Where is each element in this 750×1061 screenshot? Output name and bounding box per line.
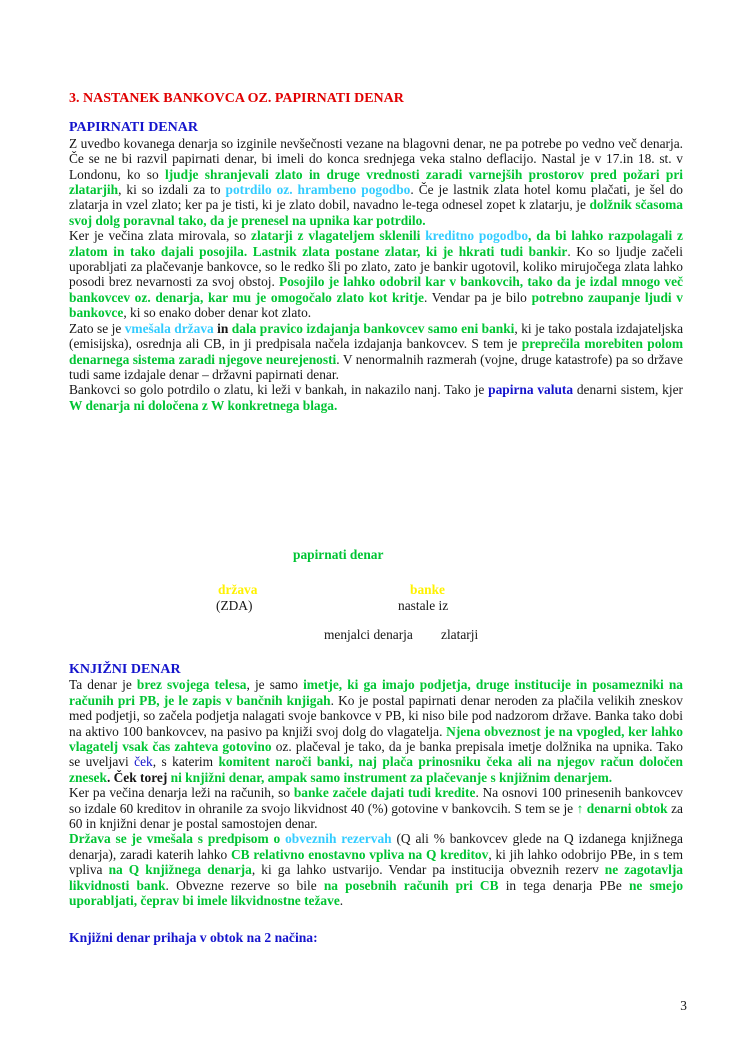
diagram-title: papirnati denar xyxy=(293,547,384,562)
text-segment: . Obvezne rezerve so bile xyxy=(165,877,324,893)
text-segment: ne zagotavlja likvidnosti bank xyxy=(69,862,683,893)
paragraph-bankovci xyxy=(69,382,683,413)
section-knjizni-denar xyxy=(69,662,683,945)
text-segment: . V nenormalnih razmerah (vojne, druge katastrofe) pa so države tudi same izdajale denar – državni papirnati denar. xyxy=(69,351,683,382)
paragraph-drzava xyxy=(69,321,683,383)
diagram-state-sub-label: (ZDA) xyxy=(216,598,253,613)
text-segment: . Ko je postal papirnati denar neroden za plačila velikih zneskov med podjetji, so začela podjetja nalagati svoje bankovce v PB, ki niso bile pod nadzorom države. Banka tako dobi na aktivo 100 bankovcev, na pasivo pa knjiži svoj dolg do vlagatelja. xyxy=(69,692,683,739)
diagram-banks-label: banke xyxy=(410,582,445,597)
diagram-moneychangers-label: menjalci denarja xyxy=(324,627,413,642)
text-segment: . Če je lastnik zlata hotel komu plačati, je šel do zlatarja in vzel zlato; ker pa je tisti, ki je zlato dobil, navadno le-tega odnesel zopet k zlatarju, je xyxy=(69,182,683,213)
text-segment: (Q ali % bankovcev glede na Q izdanega knjižnega denarja), zaradi katerih lahko xyxy=(69,831,683,862)
closing-heading: Knjižni denar prihaja v obtok na 2 načina: xyxy=(69,929,318,945)
text-segment: oz. plačeval je tako, da je banka prepisala imetje dolžnika na upnika. Tako se uveljavi xyxy=(69,739,684,770)
text-segment: potrdilo oz. hrambeno pogodbo xyxy=(225,182,411,198)
text-segment: brez svojega telesa xyxy=(136,677,247,693)
text-segment: , ki so enako dober denar kot zlato. xyxy=(123,305,312,321)
text-segment: Država se je vmešala s predpisom o xyxy=(69,831,286,847)
text-segment: komitent naroči banki, naj plača prinosniku čeka ali na njegov račun določen znesek xyxy=(69,754,684,785)
text-segment: banke začele dajati tudi kredite xyxy=(293,785,476,801)
text-segment: . Vendar pa je bilo xyxy=(424,289,532,305)
text-segment: , s katerim xyxy=(152,754,219,770)
text-segment: , ki ga lahko ustvarijo. Vendar pa institucija obveznih rezerv xyxy=(251,862,605,878)
page-number: 3 xyxy=(680,998,687,1013)
paragraph-obvezne-rezerve xyxy=(69,831,683,908)
text-segment: . Ček torej xyxy=(106,769,171,785)
text-segment: Z uvedbo kovanega denarja so izginile nevšečnosti vezane na blagovni denar, ne pa potrebe po vedno več denarja. Če se ne bi razvil papirnati denar, bi imeli do konca srednjega veka stalno deflacijo. Nastal je v 17.in 18. st. v Londonu, ko so xyxy=(69,135,683,182)
text-segment: za 60 in knjižni denar je postal samostojen denar. xyxy=(69,800,683,832)
text-segment: Bankovci so golo potrdilo o zlatu, ki leži v bankah, in nakazilo nanj. Tako je xyxy=(69,382,489,398)
text-segment: vmešala država xyxy=(124,320,218,336)
text-segment: . Na osnovi 100 prinesenih bankovcev so izdale 60 kreditov in ohranile za svojo likvidnost 40 (%) gotovine v bankovcih. S tem se je xyxy=(69,785,683,816)
text-segment: Ta denar je xyxy=(69,677,137,693)
section-papirnati-denar xyxy=(69,91,683,413)
text-segment: , ki je tako postala izdajateljska (emisijska), osrednja ali CB, in ji predpisala načela izdajanja bankovcev. S tem je xyxy=(69,320,684,352)
text-segment: W denarja ni določena z W konkretnega blaga. xyxy=(69,397,338,413)
text-segment: papirna valuta xyxy=(488,382,574,398)
text-segment: . Ko so ljudje začeli uporabljati za plačevanje bankovce, so le redko šli po zlato, zato je bankir ugotovil, koliko mirujočega zlata lahko posodi brez nevarnosti za svoj obstoj. xyxy=(69,243,683,290)
diagram-goldsmiths-label: zlatarji xyxy=(441,627,479,642)
heading-knjizni-denar: KNJIŽNI DENAR xyxy=(69,662,181,677)
text-segment: ne smejo uporabljati, čeprav bi imele likvidnostne težave xyxy=(69,877,684,909)
heading-papirnati-denar: PAPIRNATI DENAR xyxy=(69,120,198,136)
text-segment: Zato se je xyxy=(69,320,125,336)
text-segment: CB relativno enostavno vpliva na Q kreditov xyxy=(230,846,489,862)
text-segment: denarni sistem, kjer xyxy=(573,382,684,398)
text-segment: preprečila morebiten polom denarnega sistema zaradi njegove neurejenosti xyxy=(69,336,683,367)
text-segment: imetje, ki ga imajo podjetja, druge institucije in posamezniki na računih pri PB, je le zapis v bančnih knjigah xyxy=(69,677,683,708)
paragraph-zlatarji xyxy=(69,228,683,320)
text-segment: na Q knjižnega denarja xyxy=(108,862,252,878)
text-segment: ček xyxy=(134,754,153,770)
text-segment: zlatarji z vlagateljem sklenili xyxy=(251,228,426,244)
text-segment: ni knjižni denar, ampak samo instrument za plačevanje s knjižnim denarjem. xyxy=(170,769,613,785)
text-segment: , ki so izdali za to xyxy=(118,182,226,198)
text-segment: in xyxy=(217,320,232,336)
text-segment: Ker pa večina denarja leži na računih, so xyxy=(69,785,294,801)
text-segment: ljudje shranjevali zlato in druge vrednosti zaradi varnejših prostorov pred požari pri zlatarjih xyxy=(69,166,683,198)
diagram-banks-sub-label: nastale iz xyxy=(398,598,449,613)
main-heading: 3. NASTANEK BANKOVCA OZ. PAPIRNATI DENAR xyxy=(69,91,404,106)
text-segment: , ki jih lahko odobrijo PBe, in s tem vpliva xyxy=(69,846,683,878)
text-segment: Ker je večina zlata mirovala, so xyxy=(69,228,252,244)
text-segment: kreditno pogodbo xyxy=(425,228,529,244)
text-segment: , je samo xyxy=(246,677,304,693)
text-segment: na posebnih računih pri CB xyxy=(323,877,499,893)
text-segment: Posojilo je lahko odobril kar v bankovcih, tako da je izdal mnogo več bankovcev oz. denarja, kar mu je omogočalo zlato kot kritje xyxy=(69,274,683,305)
text-segment: . xyxy=(339,893,344,909)
text-segment: , da bi lahko razpolagali z zlatom in tako dajali posojila. Lastnik zlata postane zlatar, ki je hkrati tudi bankir xyxy=(69,228,683,259)
diagram-state-label: država xyxy=(218,582,258,597)
text-segment: dala pravico izdajanja bankovcev samo eni banki xyxy=(231,320,515,336)
paragraph-intro xyxy=(69,136,683,228)
text-segment: in tega denarja PBe xyxy=(498,877,629,893)
paragraph-knjizni-intro xyxy=(69,677,683,785)
text-segment: dolžnik sčasoma svoj dolg poravnal tako, da je prenesel na upnika kar potrdilo. xyxy=(69,197,684,228)
text-segment: Njena obveznost je na vpogled, ker lahko vlagatelj vsak čas zahteva gotovino xyxy=(69,723,683,755)
paragraph-krediti xyxy=(69,785,683,831)
text-segment: potrebno zaupanje ljudi v bankovce xyxy=(69,289,683,321)
text-segment: ↑ denarni obtok xyxy=(576,800,668,816)
text-segment: obveznih rezervah xyxy=(285,831,392,847)
